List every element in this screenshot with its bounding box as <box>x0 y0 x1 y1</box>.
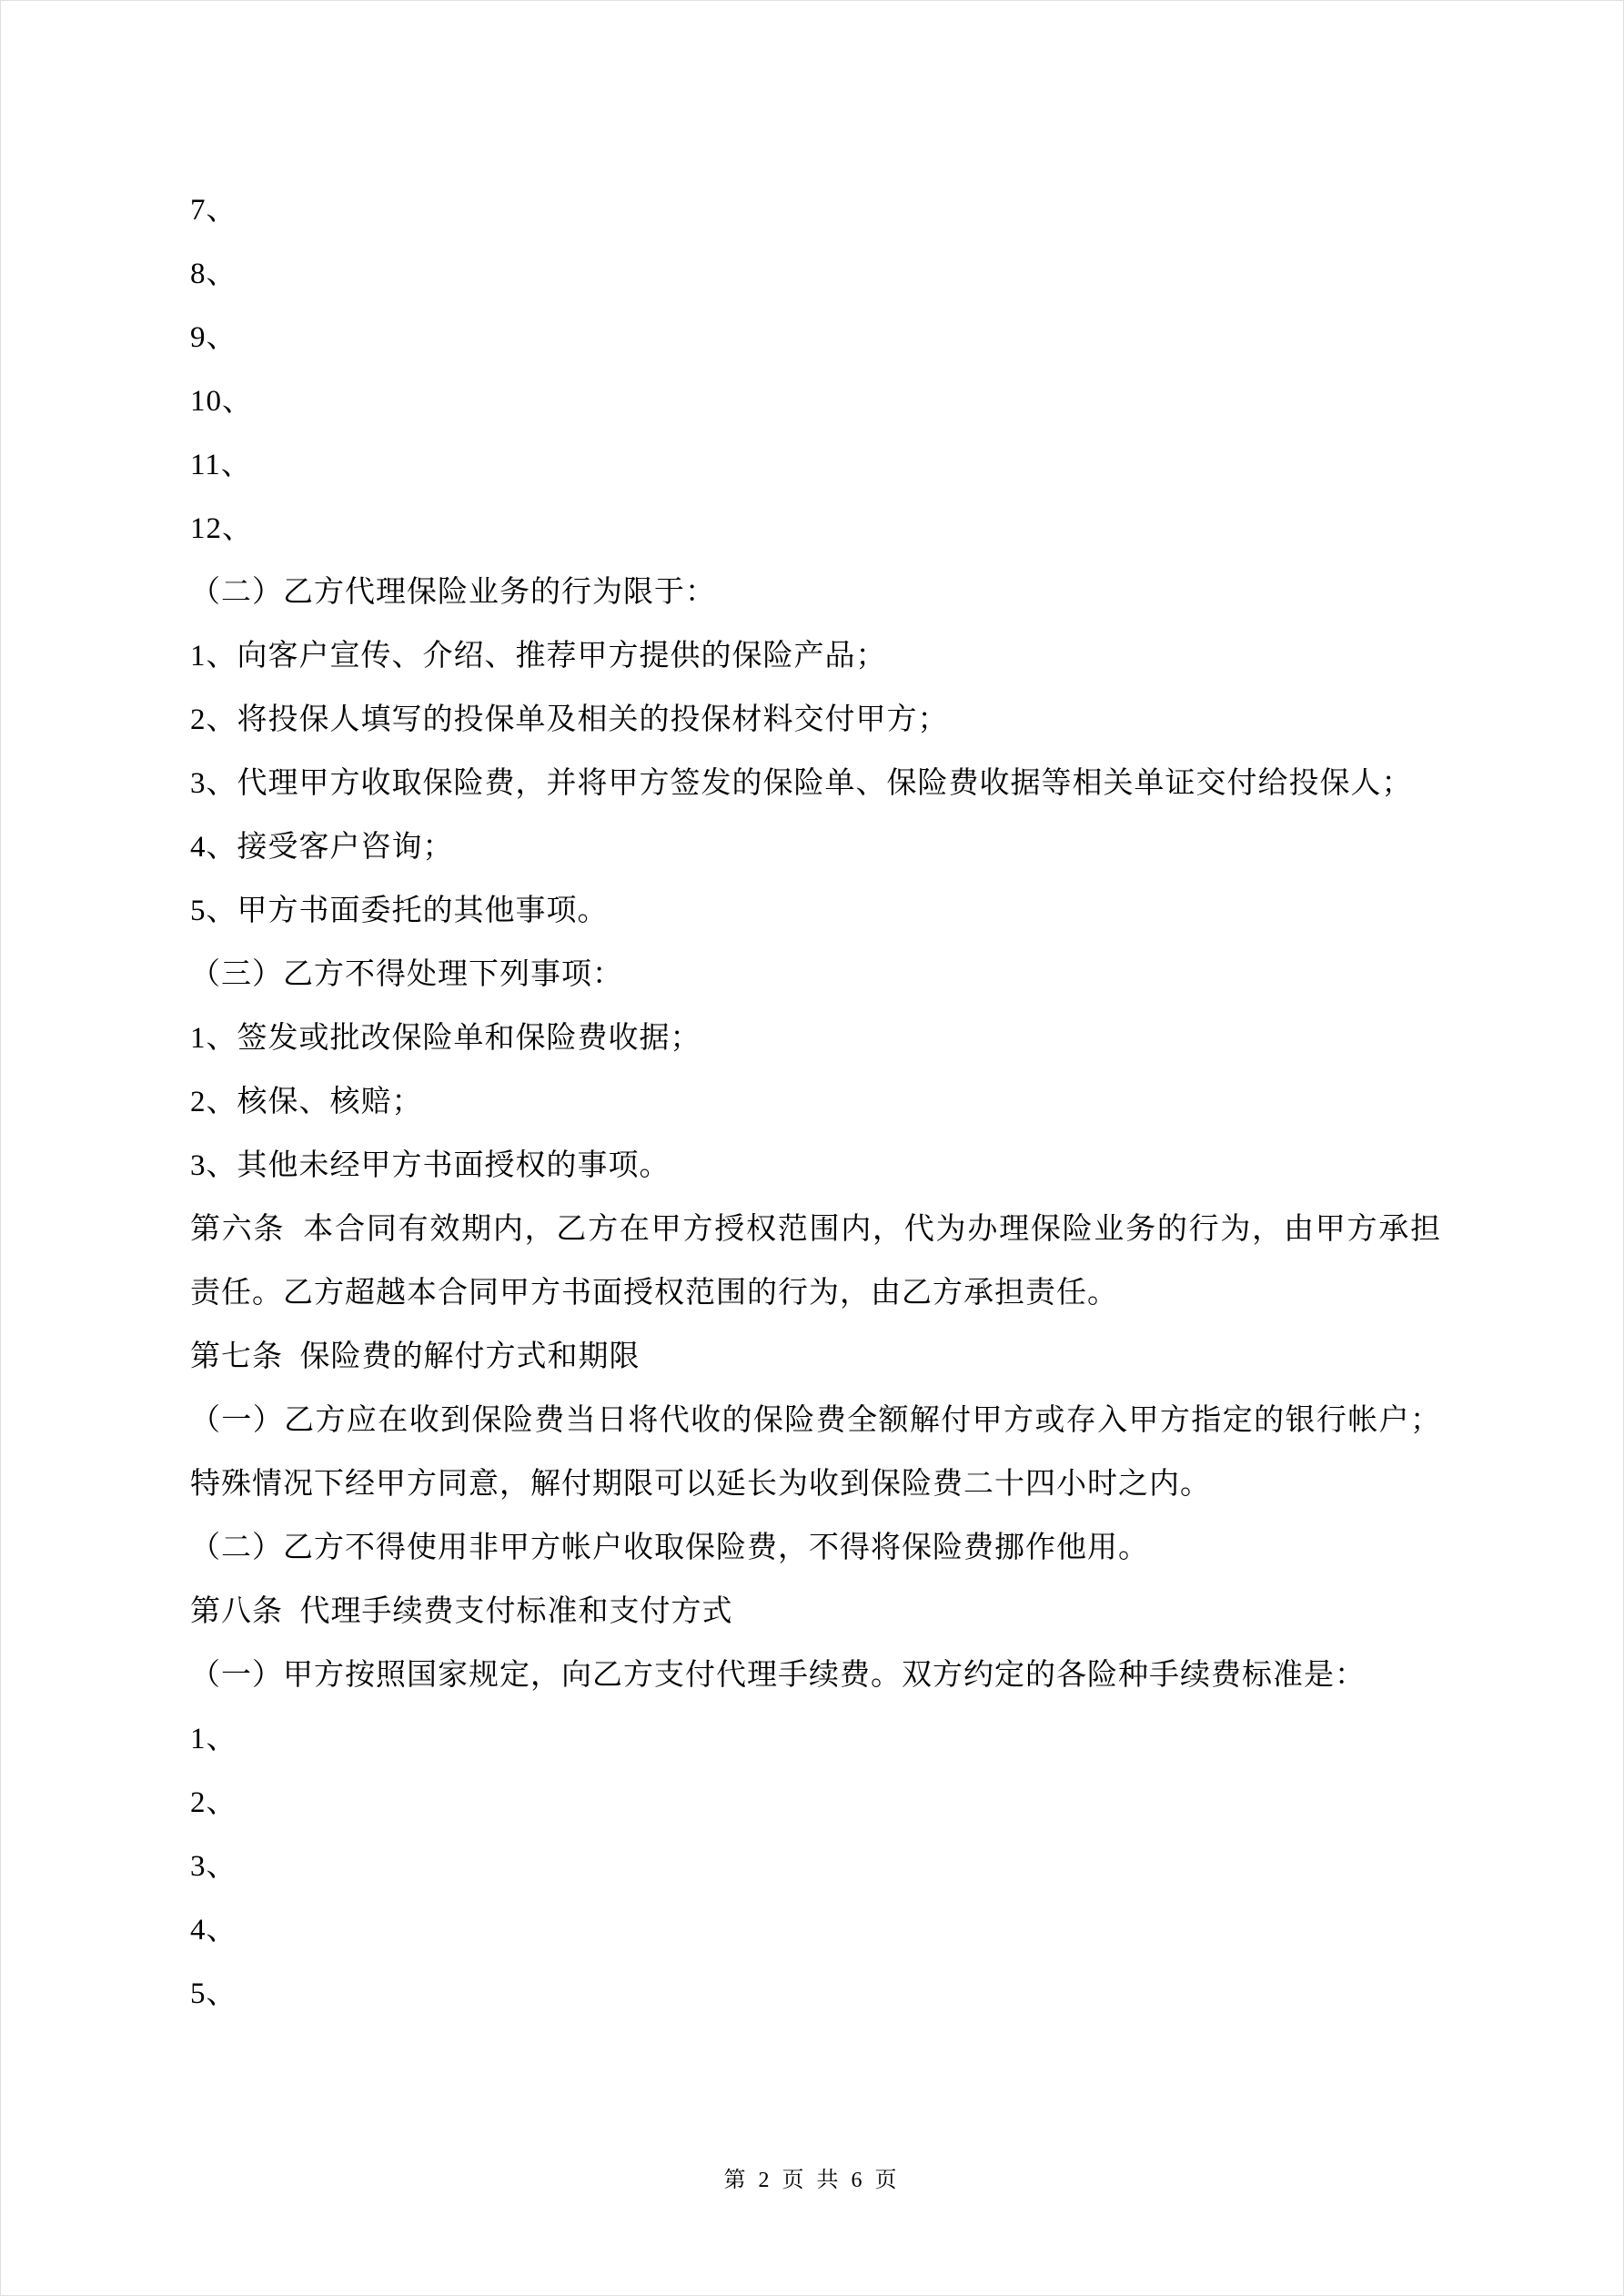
paragraph-8: 1、向客户宣传、介绍、推荐甲方提供的保险产品； <box>190 640 887 673</box>
paragraph-2: 8、 <box>190 258 237 290</box>
paragraph-21: 第八条 代理手续费支付标准和支付方式 <box>190 1595 733 1628</box>
paragraph-24: 2、 <box>190 1786 237 1819</box>
paragraph-3: 9、 <box>190 321 237 354</box>
paragraph-23: 1、 <box>190 1723 237 1755</box>
paragraph-7: （二）乙方代理保险业务的行为限于： <box>190 576 716 609</box>
paragraph-15: 2、核保、核赔； <box>190 1086 423 1118</box>
paragraph-16: 3、其他未经甲方书面授权的事项。 <box>190 1149 671 1182</box>
paragraph-1: 7、 <box>190 194 237 227</box>
paragraph-12: 5、甲方书面委托的其他事项。 <box>190 895 609 927</box>
page-footer: 第 2 页 共 6 页 <box>723 2169 901 2192</box>
paragraph-17: 第六条 本合同有效期内，乙方在甲方授权范围内，代为办理保险业务的行为，由甲方承担责任。乙方超越本合同甲方书面授权范围的行为，由乙方承担责任。 <box>190 1213 1441 1310</box>
document-body <box>190 178 1441 2026</box>
paragraph-27: 5、 <box>190 1977 237 2010</box>
paragraph-25: 3、 <box>190 1850 237 1883</box>
paragraph-20: （二）乙方不得使用非甲方帐户收取保险费，不得将保险费挪作他用。 <box>190 1532 1149 1564</box>
paragraph-10: 3、代理甲方收取保险费，并将甲方签发的保险单、保险费收据等相关单证交付给投保人； <box>190 767 1413 800</box>
paragraph-6: 12、 <box>190 512 253 545</box>
paragraph-9: 2、将投保人填写的投保单及相关的投保材料交付甲方； <box>190 703 949 736</box>
paragraph-5: 11、 <box>190 449 252 481</box>
paragraph-13: （三）乙方不得处理下列事项： <box>190 958 623 991</box>
paragraph-14: 1、签发或批改保险单和保险费收据； <box>190 1022 701 1055</box>
paragraph-22: （一）甲方按照国家规定，向乙方支付代理手续费。双方约定的各险种手续费标准是： <box>190 1659 1366 1692</box>
paragraph-4: 10、 <box>190 385 253 418</box>
paragraph-11: 4、接受客户咨询； <box>190 831 454 864</box>
paragraph-19: （一）乙方应在收到保险费当日将代收的保险费全额解付甲方或存入甲方指定的银行帐户；特殊情况下经甲方同意，解付期限可以延长为收到保险费二十四小时之内。 <box>190 1404 1441 1501</box>
paragraph-26: 4、 <box>190 1914 237 1947</box>
paragraph-18: 第七条 保险费的解付方式和期限 <box>190 1340 641 1373</box>
